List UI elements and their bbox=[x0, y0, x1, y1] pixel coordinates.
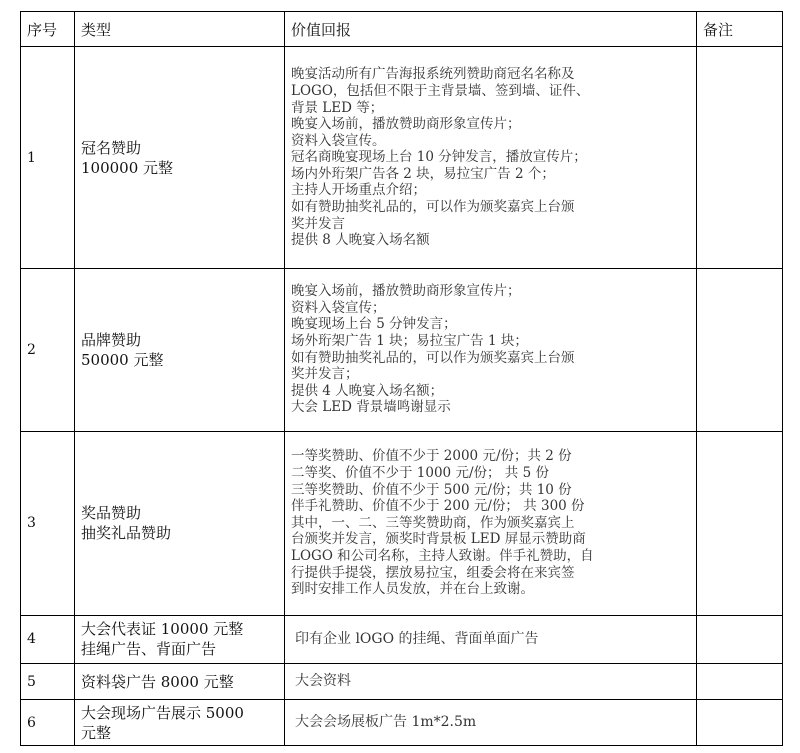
header-value: 价值回报 bbox=[285, 12, 697, 47]
value-line: 其中，一、二、三等奖赞助商，作为颁奖嘉宾上 bbox=[291, 514, 575, 531]
row-index: 5 bbox=[21, 664, 75, 700]
value-line: 台颁奖并发言，颁奖时背景板 LED 屏显示赞助商 bbox=[291, 531, 586, 548]
value-line: 二等奖、价值不少于 1000 元/份； 共 5 份 bbox=[291, 464, 549, 481]
type-line: 挂绳广告、背面广告 bbox=[81, 640, 217, 659]
row-index: 4 bbox=[21, 615, 75, 664]
table-row bbox=[21, 615, 783, 664]
row-value bbox=[285, 615, 697, 664]
sponsorship-table bbox=[20, 11, 783, 746]
type-line: 大会代表证 10000 元整 bbox=[81, 620, 244, 639]
value-line: 场外珩架广告 1 块；易拉宝广告 1 块； bbox=[291, 333, 528, 350]
row-index: 2 bbox=[21, 268, 75, 431]
value-line: 提供 8 人晚宴入场名额 bbox=[291, 232, 430, 249]
table-row bbox=[21, 268, 783, 431]
row-type bbox=[75, 431, 285, 615]
table-row bbox=[21, 700, 783, 746]
row-type bbox=[75, 47, 285, 268]
value-line: 晚宴入场前，播放赞助商形象宣传片； bbox=[291, 116, 521, 133]
type-line: 大会现场广告展示 5000 bbox=[81, 703, 244, 722]
type-line: 50000 元整 bbox=[81, 350, 164, 369]
row-note bbox=[697, 615, 783, 664]
row-type bbox=[75, 700, 285, 746]
row-note bbox=[697, 268, 783, 431]
row-value bbox=[285, 664, 697, 700]
type-line: 资料袋广告 8000 元整 bbox=[81, 672, 234, 691]
row-note bbox=[697, 664, 783, 700]
table-row bbox=[21, 47, 783, 268]
value-line: LOGO 和公司名称，主持人致谢。伴手礼赞助，自 bbox=[291, 547, 594, 564]
value-line: LOGO，包括但不限于主背景墙、签到墙、证件、 bbox=[291, 82, 590, 99]
row-type bbox=[75, 615, 285, 664]
value-line: 晚宴现场上台 5 分钟发言； bbox=[291, 316, 457, 333]
value-line: 大会资料 bbox=[295, 673, 351, 690]
header-type: 类型 bbox=[75, 12, 285, 47]
type-line: 抽奖礼品赞助 bbox=[81, 524, 172, 543]
row-note bbox=[697, 700, 783, 746]
value-line: 背景 LED 等； bbox=[291, 99, 384, 116]
value-line: 场内外珩架广告各 2 块，易拉宝广告 2 个； bbox=[291, 165, 555, 182]
value-line: 奖并发言； bbox=[291, 366, 359, 383]
row-index: 3 bbox=[21, 431, 75, 615]
value-line: 三等奖赞助、价值不少于 500 元/份；共 10 份 bbox=[291, 481, 572, 498]
value-line: 晚宴入场前，播放赞助商形象宣传片； bbox=[291, 283, 521, 300]
table-row bbox=[21, 664, 783, 700]
row-type bbox=[75, 268, 285, 431]
row-value bbox=[285, 47, 697, 268]
value-line: 如有赞助抽奖礼品的，可以作为颁奖嘉宾上台颁 bbox=[291, 349, 575, 366]
value-line: 印有企业 lOGO 的挂绳、背面单面广告 bbox=[295, 631, 539, 647]
row-type bbox=[75, 664, 285, 700]
row-value bbox=[285, 431, 697, 615]
header-note: 备注 bbox=[697, 12, 783, 47]
row-note bbox=[697, 47, 783, 268]
value-line: 主持人开场重点介绍； bbox=[291, 182, 426, 199]
row-index: 1 bbox=[21, 47, 75, 268]
type-line: 品牌赞助 bbox=[81, 330, 142, 349]
value-line: 如有赞助抽奖礼品的，可以作为颁奖嘉宾上台颁 bbox=[291, 199, 575, 216]
header-index: 序号 bbox=[21, 12, 75, 47]
type-line: 元整 bbox=[81, 723, 112, 742]
value-line: 提供 4 人晚宴入场名额； bbox=[291, 382, 444, 399]
value-line: 资料入袋宣传。 bbox=[291, 132, 386, 149]
table-row bbox=[21, 431, 783, 615]
value-line: 奖并发言 bbox=[291, 215, 345, 232]
value-line: 伴手礼赞助、价值不少于 200 元/份； 共 300 份 bbox=[291, 498, 585, 515]
value-line: 晚宴活动所有广告海报系统列赞助商冠名名称及 bbox=[291, 66, 575, 83]
row-note bbox=[697, 431, 783, 615]
value-line: 资料入袋宣传； bbox=[291, 299, 386, 316]
value-line: 行提供手提袋，摆放易拉宝，组委会将在来宾签 bbox=[291, 564, 575, 581]
value-line: 大会 LED 背景墙鸣谢显示 bbox=[291, 399, 451, 416]
row-index: 6 bbox=[21, 700, 75, 746]
value-line: 冠名商晚宴现场上台 10 分钟发言，播放宣传片； bbox=[291, 149, 587, 166]
row-value bbox=[285, 268, 697, 431]
value-line: 到时安排工作人员发放，并在台上致谢。 bbox=[291, 581, 534, 598]
value-line: 大会会场展板广告 1m*2.5m bbox=[295, 714, 477, 731]
type-line: 100000 元整 bbox=[81, 158, 174, 177]
header-row bbox=[21, 12, 783, 47]
value-line: 一等奖赞助、价值不少于 2000 元/份；共 2 份 bbox=[291, 448, 572, 465]
type-line: 奖品赞助 bbox=[81, 504, 142, 523]
row-value bbox=[285, 700, 697, 746]
type-line: 冠名赞助 bbox=[81, 138, 142, 157]
